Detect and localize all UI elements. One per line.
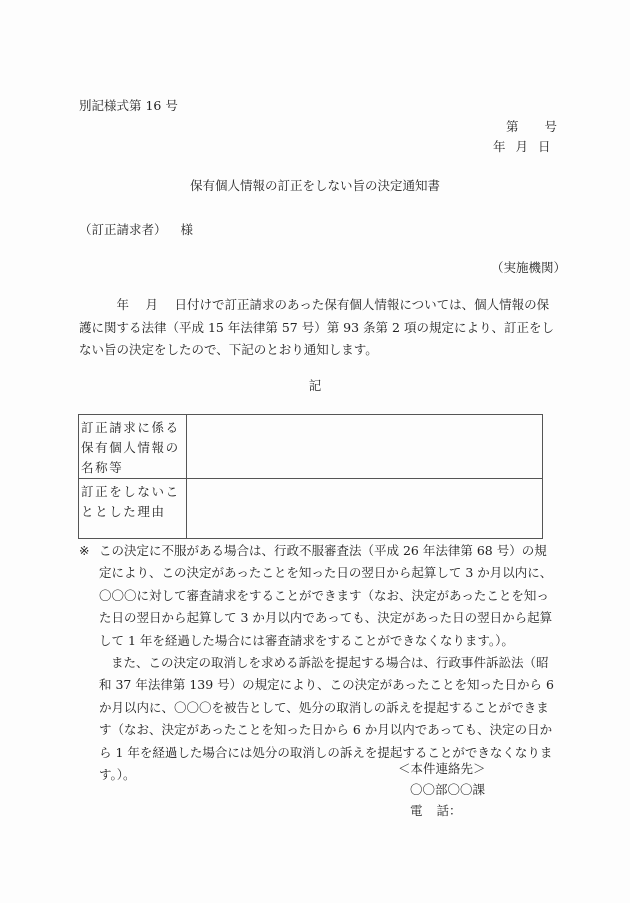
implementing-agency: （実施機関）	[491, 260, 567, 275]
contact-phone-label-1: 電	[410, 803, 423, 818]
contact-phone	[398, 800, 486, 821]
table-value-reason	[187, 479, 543, 539]
note-paragraph-lawsuit: また、この決定の取消しを求める訴訟を提起する場合は、行政事件訴訟法（昭和 37 年法律第 139 号）の規定により、この決定があったことを知った日から 6 か月以内に、〇〇〇を被告として、処分の取消しの訴えを提起することができます（なお、決定があったことを知った日から 6 か月以内であっても、決定の日から 1 年を経過した場合には処分の取消しの訴えを提起することができなくなります。）。	[99, 655, 554, 783]
table-row	[79, 415, 543, 479]
note-appeal-text: この決定に不服がある場合は、行政不服審査法（平成 26 年法律第 68 号）の規定により、この決定があったことを知った日の翌日から起算して 3 か月以内に、〇〇〇に対して審査請求をすることができます（なお、決定があったことを知った日の翌日から起算して 3 か月以内であっても、決定があった日の翌日から起算して 1 年を経過した場合には審査請求をすることができなくなります。）。	[99, 543, 553, 648]
form-number: 別記様式第 16 号	[79, 98, 178, 113]
addressee-name: （訂正請求者）	[79, 222, 167, 237]
note-mark: ※	[79, 543, 90, 558]
table-label-reason: 訂正をしないこととした理由	[79, 479, 187, 539]
ki-label: 記	[308, 378, 322, 393]
document-number-suffix: 号	[544, 119, 558, 134]
body-text	[79, 294, 554, 362]
decision-table	[78, 414, 543, 539]
addressee-honorific: 様	[180, 222, 194, 237]
document-number-prefix: 第	[506, 119, 519, 134]
date-month: 月	[515, 139, 529, 154]
table-label-info-name: 訂正請求に係る保有個人情報の名称等	[79, 415, 187, 479]
body-paragraph: 年 月 日付けで訂正請求のあった保有個人情報については、個人情報の保護に関する法律（平成 15 年法律第 57 号）第 93 条第 2 項の規定により、訂正をしない旨の決定をしたので、下記のとおり通知します。	[79, 297, 554, 357]
document-title: 保有個人情報の訂正をしない旨の決定通知書	[189, 178, 440, 193]
contact-info	[398, 758, 486, 821]
contact-department: 〇〇部〇〇課	[410, 782, 486, 797]
note-paragraph-appeal	[79, 540, 557, 652]
date-year: 年	[493, 139, 506, 154]
notes	[79, 540, 557, 786]
table-row	[79, 479, 543, 539]
document-number	[506, 117, 557, 135]
addressee	[79, 220, 193, 238]
document-date	[493, 137, 551, 155]
date-day: 日	[538, 139, 551, 154]
contact-heading: ＜本件連絡先＞	[398, 761, 486, 776]
contact-phone-label-2: 話：	[436, 803, 462, 818]
table-value-info-name	[187, 415, 543, 479]
